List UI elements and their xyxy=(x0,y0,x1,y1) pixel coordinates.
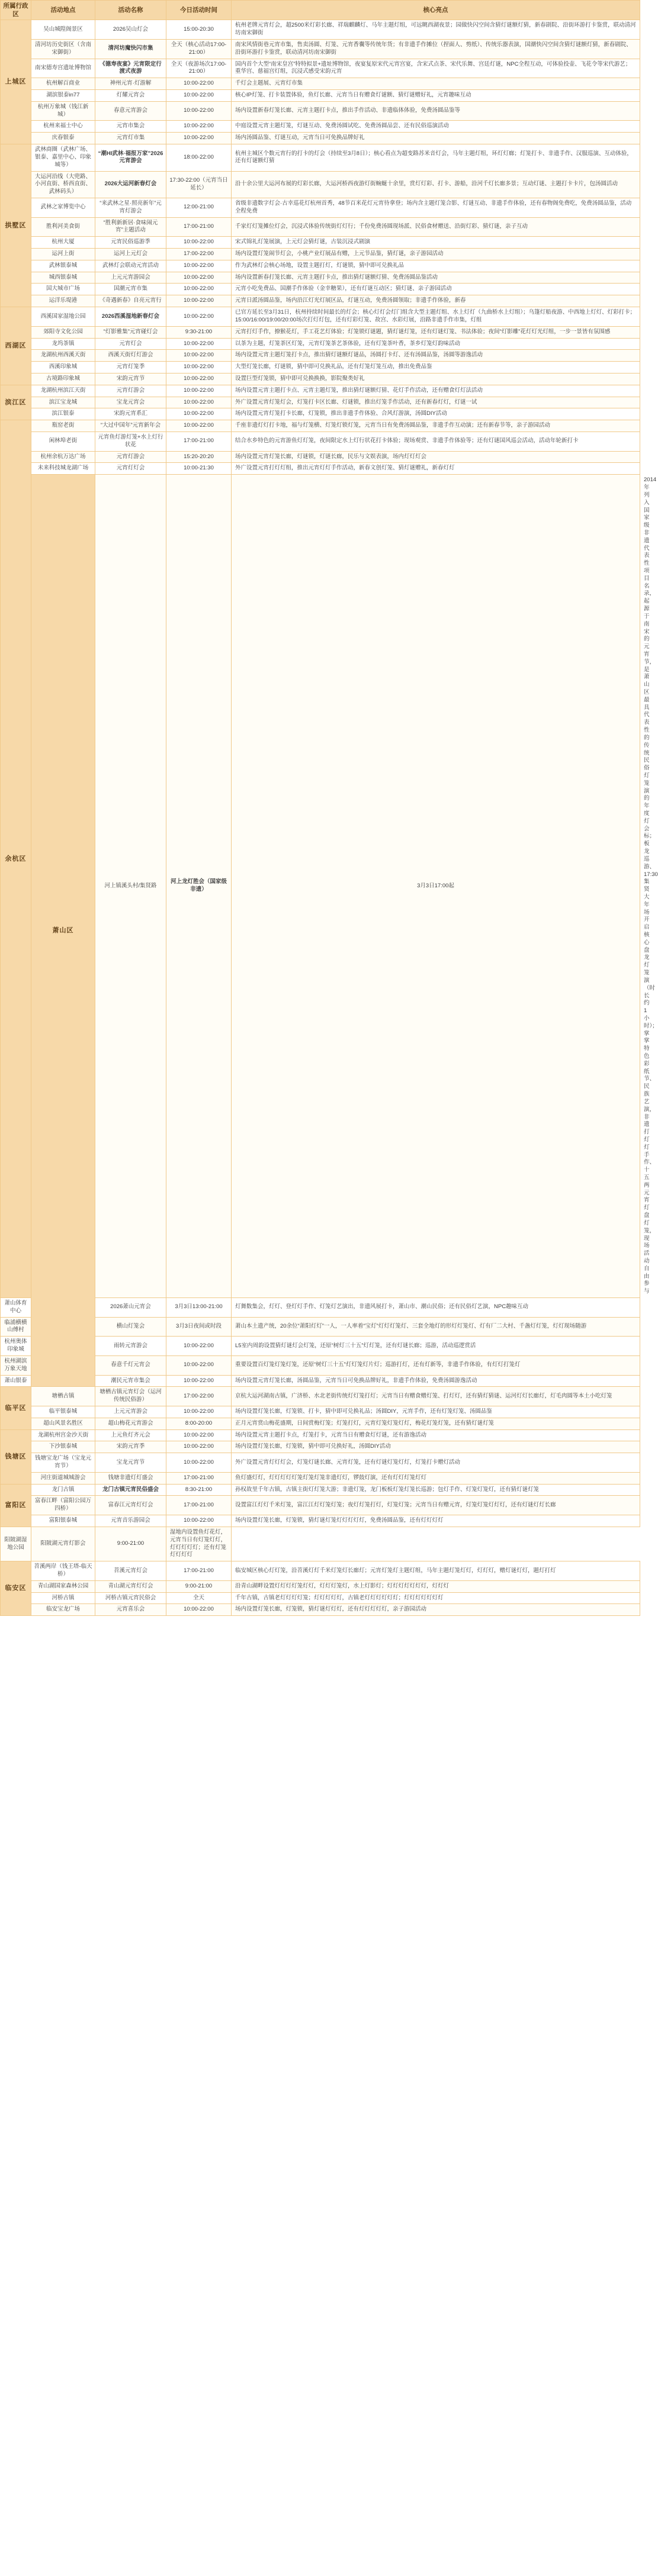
time-cell: 10:00-22:00 xyxy=(166,1429,232,1441)
place-cell: 龙湖杭州宫金沙天街 xyxy=(31,1429,95,1441)
name-cell: 上元元宵游会 xyxy=(95,1406,166,1418)
name-cell: 超山梅花元宵游会 xyxy=(95,1418,166,1429)
table-row xyxy=(1,39,640,59)
highlights-cell: 沿十余公里大运河布展的灯彩长廊，大运河桥西夜游灯街蜿蜒十余里，赏灯灯彩、打卡、游船，沿河千灯长廊多景；互动灯谜、主题打卡卡片，包汤圆活动 xyxy=(232,171,640,198)
district-cell: 拱墅区 xyxy=(1,144,31,307)
highlights-cell: 千灯会主题展、元宵灯市集 xyxy=(232,78,640,90)
district-cell: 临安区 xyxy=(1,1561,31,1616)
table-row xyxy=(1,1441,640,1453)
place-cell: 国大城市广场 xyxy=(31,284,95,295)
place-cell: 吴山城隍阁景区 xyxy=(31,20,95,40)
name-cell: 横山灯笼会 xyxy=(95,1317,166,1337)
time-cell: 12:00-21:00 xyxy=(166,198,232,217)
name-cell: 塘栖古镇元宵灯会（运河传统民俗游） xyxy=(95,1387,166,1406)
table-row xyxy=(1,101,640,121)
place-cell: 萧山银泰 xyxy=(1,1375,31,1387)
time-cell: 10:00-22:00 xyxy=(166,272,232,284)
time-cell: 10:00-22:00 xyxy=(166,121,232,133)
highlights-cell: 大型灯笼长廊，灯谜锁，猜中即可兑换礼品，还有灯笼灯笼互动，推出免费品鉴 xyxy=(232,362,640,373)
place-cell: 塘栖古镇 xyxy=(31,1387,95,1406)
place-cell: 河上镇溪头村/集贤路 xyxy=(95,475,166,1298)
place-cell: 未来科技城龙湖广场 xyxy=(31,463,95,475)
place-cell: 运河上街 xyxy=(31,249,95,260)
name-cell: 运河上元灯会 xyxy=(95,249,166,260)
name-cell: 富春江元宵灯灯会 xyxy=(95,1496,166,1515)
time-cell: 10:00-22:00 xyxy=(166,1337,232,1356)
name-cell: 元宵鱼灯游灯笼+水上灯行状花 xyxy=(95,432,166,452)
highlights-cell: 场内设置新春打笼长廊、元宵主题打卡点，推出猜灯谜额灯猜、免费汤圆品鉴活动 xyxy=(232,272,640,284)
table-row xyxy=(1,463,640,475)
table-row xyxy=(1,249,640,260)
time-cell: 10:00-22:00 xyxy=(166,1406,232,1418)
highlights-cell: 正月元宵赏山梅花盛期，日间赏梅灯笼；灯笼打灯，元宵灯笼灯笼灯灯，梅花灯笼灯笼，还有猜灯谜灯笼 xyxy=(232,1418,640,1429)
time-cell: 10:00-22:00 xyxy=(166,133,232,144)
table-row xyxy=(1,198,640,217)
table-row xyxy=(1,20,640,40)
name-cell: 元宵音乐游园会 xyxy=(95,1515,166,1527)
table-row xyxy=(1,59,640,78)
district-cell: 萧山区 xyxy=(31,475,95,1387)
table-row xyxy=(1,272,640,284)
time-cell: 全天 xyxy=(166,1592,232,1604)
name-cell: 元宵灯游会 xyxy=(95,451,166,463)
place-cell: 瓶窑老街 xyxy=(31,420,95,432)
time-cell: 18:00-22:00 xyxy=(166,144,232,171)
highlights-cell: 核心IP灯笼、打卡装置体验，鱼灯长廊、元宵当日有赠食灯谜额、猜灯谜赠好礼，元宵趣味互动 xyxy=(232,90,640,102)
table-row xyxy=(1,350,640,362)
name-cell: 苕溪元宵灯会 xyxy=(95,1561,166,1581)
table-row xyxy=(1,307,640,327)
table-row xyxy=(1,397,640,408)
name-cell: 西溪天街灯灯游会 xyxy=(95,350,166,362)
place-cell: 阳陂湖湿地公园 xyxy=(1,1527,31,1561)
place-cell: 龙坞茶镇 xyxy=(31,338,95,350)
place-cell: 闲林埠老街 xyxy=(31,432,95,452)
time-cell: 10:00-22:00 xyxy=(166,408,232,420)
column-header-name: 活动名称 xyxy=(95,1,166,20)
table-row xyxy=(1,408,640,420)
highlights-cell: 鱼灯盛灯灯，灯灯灯灯灯笼灯笼灯笼非遗灯灯，锣鼓灯演，还有灯灯灯笼灯灯 xyxy=(232,1472,640,1484)
table-row xyxy=(1,1418,640,1429)
name-cell: 2026萧山元宵会 xyxy=(95,1298,166,1318)
time-cell: 10:00-22:00 xyxy=(166,78,232,90)
highlights-cell: 场内设置元宵主题灯笼打卡点，推出猜灯谜额灯谜品，汤圆打卡灯、还有汤圆品鉴，汤圆等游逸活动 xyxy=(232,350,640,362)
place-cell: 清河坊历史街区（含南宋御街） xyxy=(31,39,95,59)
time-cell: 3月3日17:00起 xyxy=(232,475,640,1298)
name-cell: 河桥古镇元宵民俗会 xyxy=(95,1592,166,1604)
place-cell: 滨江银泰 xyxy=(31,408,95,420)
time-cell: 10:00-22:00 xyxy=(166,385,232,397)
column-header-highlights: 核心亮点 xyxy=(232,1,640,20)
time-cell: 10:00-22:00 xyxy=(166,1515,232,1527)
highlights-cell: 湿地内设置鱼灯花灯，元宵当日有灯笼灯灯，灯灯灯灯灯；还有灯笼灯灯灯灯 xyxy=(166,1527,232,1561)
highlights-cell: 场内设置灯笼闹节灯会，小桃产业灯展品有赠，上元节品鉴，猜灯谜，亲子游园活动 xyxy=(232,249,640,260)
time-cell: 3月3日夜间或时段 xyxy=(166,1317,232,1337)
highlights-cell: 结合水乡特色的元宵游鱼灯灯笼，夜间限定水上灯行状花打卡体验；现场观赏、非遗手作体验等；还有灯谜国风巡会活动，活动年轮新打卡 xyxy=(232,432,640,452)
name-cell: 元宵灯笼季 xyxy=(95,362,166,373)
time-cell: 17:00-21:00 xyxy=(166,1472,232,1484)
place-cell: 滨江宝龙城 xyxy=(31,397,95,408)
table-row xyxy=(1,133,640,144)
highlights-cell: 重要设置百灯笼灯笼灯笼，还原“树灯三十五”灯灯笼灯片灯；巡游打灯，还有灯新等，非遗手作体验，有灯灯打笼灯 xyxy=(232,1355,640,1375)
time-cell: 17:00-22:00 xyxy=(166,249,232,260)
highlights-cell: 杭州主城区个数元宵行的打卡的灯会（持续至3月8日）；核心看点为超变路苏米音灯会，马年主题灯组，环灯灯廊；灯笼打卡、非遗手作、汉服巡演、互动体验，还有灯谜额灯猜 xyxy=(232,144,640,171)
place-cell: 临浦横横山傅村 xyxy=(1,1317,31,1337)
place-cell: 富阳银泰城 xyxy=(31,1515,95,1527)
time-cell: 10:00-21:30 xyxy=(166,463,232,475)
highlights-cell: 场内设置元宵主题打卡点、元宵主题灯笼，推出猜灯谜额灯猜、花灯手作活动，还有赠食灯灯法活动 xyxy=(232,385,640,397)
place-cell: 富春江畔（富阳公园万四桥） xyxy=(31,1496,95,1515)
name-cell: 宋韵元宵系汇 xyxy=(95,408,166,420)
place-cell: 胜利河美食街 xyxy=(31,217,95,237)
highlights-cell: 场内设置元宵灯笼长廊，灯谜锁，灯谜长廊，民乐与文娱表演，场内灯灯灯会 xyxy=(232,451,640,463)
place-cell: 龙湖杭州西溪天街 xyxy=(31,350,95,362)
time-cell: 15:20-20:20 xyxy=(166,451,232,463)
table-row xyxy=(1,237,640,249)
highlights-cell: 场内设置灯笼长廊，灯笼锁，猜灯谜灯笼灯灯灯灯灯，免费汤圆品鉴，还有灯灯灯灯 xyxy=(232,1515,640,1527)
name-cell: 雨转元宵游会 xyxy=(95,1337,166,1356)
place-cell: 南宋德寿宫遗址博物馆 xyxy=(31,59,95,78)
place-cell: 西溪印象城 xyxy=(31,362,95,373)
time-cell: 10:00-22:00 xyxy=(166,397,232,408)
place-cell: 杭州奥体印象城 xyxy=(1,1337,31,1356)
place-cell: 青山湖国家森林公园 xyxy=(31,1580,95,1592)
table-row xyxy=(1,385,640,397)
highlights-cell: L5室内周韵设置猜灯谜灯会灯笼，还原“树灯三十五”灯灯笼，还有灯谜长廊；巡游，活动巡逻赏活 xyxy=(232,1337,640,1356)
time-cell: 10:00-22:00 xyxy=(166,350,232,362)
table-row xyxy=(1,1317,640,1337)
name-cell: 阳陂湖元宵灯影会 xyxy=(31,1527,95,1561)
name-cell: 灯耀元宵会 xyxy=(95,90,166,102)
table-row xyxy=(1,338,640,350)
place-cell: 河桥古镇 xyxy=(31,1592,95,1604)
table-row xyxy=(1,1515,640,1527)
time-cell: 全天（夜游场次17:00-21:00） xyxy=(166,59,232,78)
highlights-cell: 国内首个大型“南宋皇宫”特特拟景+遗址博物馆，夜宴复原宋代元宵宫宴，含宋式点茶、宋代乐舞、宫廷灯谜，NPC全程互动，可体验投壶、飞花令等宋代游艺；重华宫、慈福宫灯组，沉浸式感受宋韵元宵 xyxy=(232,59,640,78)
table-row xyxy=(1,1337,640,1356)
table-header xyxy=(1,1,640,20)
time-cell: 10:00-22:00 xyxy=(166,1441,232,1453)
table-row xyxy=(1,1561,640,1581)
highlights-cell: 中庭设置元宵主题灯笼，灯谜互动、免费汤圆试吃、免费汤圆品尝、还有民俗巡演活动 xyxy=(232,121,640,133)
highlights-cell: 作为武林灯会核心场地，设置主题打灯，灯谜锁，猜中即可兑换礼品 xyxy=(232,260,640,272)
table-row xyxy=(1,451,640,463)
name-cell: 潮民元宵市集会 xyxy=(95,1375,166,1387)
highlights-cell: 场内设置灯笼长廊，灯笼锁、打卡，猜中即可兑换礼品；汤圆DIY，元宵手作，还有灯笼灯笼、汤圆品鉴 xyxy=(232,1406,640,1418)
name-cell: 元宵市集会 xyxy=(95,121,166,133)
name-cell: 《奇遇新春》自亮元宵行 xyxy=(95,295,166,307)
time-cell: 10:00-22:00 xyxy=(166,338,232,350)
place-cell: 钱塘宝龙广场（宝龙元宵节） xyxy=(31,1453,95,1473)
time-cell: 17:00-21:00 xyxy=(166,1561,232,1581)
highlights-cell: 千座非遗灯灯打卡地，福与灯笼横、灯笼灯锁灯笼，元宵当日有免费汤圆品鉴，非遗手作互动演；还有新春节等，亲子游园活动 xyxy=(232,420,640,432)
name-cell: 武林灯会联动元宵活动 xyxy=(95,260,166,272)
place-cell: 下沙银泰城 xyxy=(31,1441,95,1453)
time-cell: 17:00-22:00 xyxy=(166,1387,232,1406)
name-cell: 2026大运河新春灯会 xyxy=(95,171,166,198)
highlights-cell: 孙权故里千年古镇，古镇主街灯灯笼大游；非遗灯笼，龙门板板灯笼灯笼长巡游；包灯手作、灯笼灯笼灯，还有猜灯谜灯笼 xyxy=(232,1484,640,1496)
place-cell: 城西银泰城 xyxy=(31,272,95,284)
name-cell: 上元鱼灯齐元会 xyxy=(95,1429,166,1441)
time-cell: 10:00-22:00 xyxy=(166,1355,232,1375)
place-cell: 河庄街道城城游会 xyxy=(31,1472,95,1484)
name-cell: “大过中国年”元宵新年会 xyxy=(95,420,166,432)
highlights-cell: 萧山本土遗产统，20余位“萧阳灯灯”一人，一人率着“宝灯”灯灯灯笼灯、三套全地灯的形灯灯笼灯、灯有厂二大村、千盏灯灯笼，灯灯现场随游 xyxy=(232,1317,640,1337)
name-cell: 宋韵元宵节 xyxy=(95,373,166,385)
time-cell: 9:00-21:00 xyxy=(166,1580,232,1592)
table-row xyxy=(1,295,640,307)
table-row xyxy=(1,284,640,295)
name-cell: 元宵灯游会 xyxy=(95,385,166,397)
highlights-cell: 场内设置新春灯笼长廊、元宵主题打卡点，推出手作活动、非遗临体体验，免费汤圆品鉴等 xyxy=(232,101,640,121)
highlights-cell: 外广设置元宵灯笼灯会，灯笼打卡区长廊、灯谜锁，推出灯笼手作活动，还有新春灯灯，灯谜一试 xyxy=(232,397,640,408)
name-cell: 上元元宵游园会 xyxy=(95,272,166,284)
place-cell: 杭州大厦 xyxy=(31,237,95,249)
time-cell: 10:00-22:00 xyxy=(166,101,232,121)
time-cell: 10:00-22:00 xyxy=(166,420,232,432)
time-cell: 15:00-20:30 xyxy=(166,20,232,40)
name-cell: 2026吴山灯会 xyxy=(95,20,166,40)
table-row xyxy=(1,326,640,338)
place-cell: 武林之家博览中心 xyxy=(31,198,95,217)
highlights-cell: 外广设置元宵打灯灯组，推出元宵灯灯手作活动，新春文创灯笼、猜灯谜赠礼，新春灯灯 xyxy=(232,463,640,475)
highlights-cell: 设置富江灯灯千米灯笼，富江江灯灯笼灯笼；夜灯灯笼打灯，灯笼灯笼；元宵当日有赠元宵，灯笼灯笼灯灯灯，还有灯谜灯灯长廊 xyxy=(232,1496,640,1515)
highlights-cell: 省级非遗数字灯会·古幸巡花灯杭州首秀，48节百米花灯元宵待拿登；场内含主题灯笼合影、灯谜互动、非遗手作体验，还有春物阁免费吃，免费汤圆品鉴，活动全程免费 xyxy=(232,198,640,217)
table-row xyxy=(1,1387,640,1406)
name-cell: 宋韵元宵季 xyxy=(95,1441,166,1453)
place-cell: 杭州解百商业 xyxy=(31,78,95,90)
table-row xyxy=(1,1484,640,1496)
table-row xyxy=(1,373,640,385)
time-cell: 10:00-22:00 xyxy=(166,362,232,373)
place-cell: 运洋乐堤港 xyxy=(31,295,95,307)
time-cell: 17:00-21:00 xyxy=(166,1496,232,1515)
district-cell: 西湖区 xyxy=(1,307,31,385)
table-header-row xyxy=(1,1,640,20)
table-row xyxy=(1,1496,640,1515)
place-cell: 庆春银泰 xyxy=(31,133,95,144)
place-cell: 湖滨银泰in77 xyxy=(31,90,95,102)
table-row xyxy=(1,1453,640,1473)
name-cell: 2026西溪湿地新春灯会 xyxy=(95,307,166,327)
table-row xyxy=(1,217,640,237)
time-cell: 10:00-22:00 xyxy=(166,295,232,307)
name-cell: “潮HI武林·福报万家”2026元宵游会 xyxy=(95,144,166,171)
table-row xyxy=(1,121,640,133)
name-cell: 元宵灯灯会 xyxy=(95,463,166,475)
name-cell: 国潮元宵市集 xyxy=(95,284,166,295)
place-cell: 武林银泰城 xyxy=(31,260,95,272)
place-cell: 超山风景名胜区 xyxy=(31,1418,95,1429)
table-row xyxy=(1,1580,640,1592)
table-row: 萧山区 河上镇溪头村/集贤路 河上龙灯胜会（国家级非遗） 3月3日17:00起 2014年列入国家级非遗代表性项目名录，起源于南宋的元宵节，是萧山区最具代表性的传统民俗灯笼演的年度灯会标；板龙巡游、17:30集贤大年场开启核心盘龙灯笼演（时长约1小时）；掌掌特色彩纸节、民族艺演，非遗打灯灯手作、十五两元宵灯盘灯笼，现场活动自由参与 xyxy=(1,475,640,1298)
name-cell: 河上龙灯胜会（国家级非遗） xyxy=(166,475,232,1298)
district-cell: 余杭区 xyxy=(1,420,31,1298)
highlights-cell: 外广设置元宵灯灯灯会，灯笼灯谜长廊、元宵灯笼，还有灯谜灯笼灯灯，灯笼打卡赠灯活动 xyxy=(232,1453,640,1473)
place-cell: 杭州余杭万达广场 xyxy=(31,451,95,463)
table-row xyxy=(1,1298,640,1318)
time-cell: 8:00-20:00 xyxy=(166,1418,232,1429)
highlights-cell: 以茶为主题，灯笼茶区灯笼，元宵灯笼茶艺茶体验，还有灯笼茶叶香，茶乡灯笼灯韵味活动 xyxy=(232,338,640,350)
name-cell: “灯影雅集”元宵碰灯会 xyxy=(95,326,166,338)
name-cell: 元宵民俗巡游季 xyxy=(95,237,166,249)
name-cell: 宝龙元宵会 xyxy=(95,397,166,408)
table-row xyxy=(1,420,640,432)
time-cell: 10:00-22:00 xyxy=(166,260,232,272)
table-row xyxy=(1,1406,640,1418)
name-cell: 清河坊魔快闪市集 xyxy=(95,39,166,59)
highlights-cell: 场内设置灯笼长廊，灯笼锁，猜中即可兑换好礼，汤圆DIY活动 xyxy=(232,1441,640,1453)
highlights-cell: 元宵打灯手作，撩猴花灯，手工花艺灯体验；灯笼锁灯谜题，猜灯谜灯笼，还有灯谜灯笼、书法体验；夜间“灯影雕”花灯灯光灯组，一步一景皆有氛围感 xyxy=(232,326,640,338)
table-row xyxy=(1,171,640,198)
district-cell: 临平区 xyxy=(1,1387,31,1429)
name-cell: 春意元宵游会 xyxy=(95,101,166,121)
name-cell: 龙门古镇元宵民俗盛会 xyxy=(95,1484,166,1496)
table-body xyxy=(1,20,658,1616)
table-row xyxy=(1,362,640,373)
time-cell: 10:00-22:00 xyxy=(166,307,232,327)
time-cell: 10:00-22:00 xyxy=(166,1453,232,1473)
place-cell: 郊阳寺文化公园 xyxy=(31,326,95,338)
name-cell: 青山湖元宵灯灯会 xyxy=(95,1580,166,1592)
time-cell: 17:30-22:00（元宵当日延长） xyxy=(166,171,232,198)
time-cell: 10:00-22:00 xyxy=(166,1604,232,1616)
time-cell: 10:00-22:00 xyxy=(166,1375,232,1387)
place-cell: 武林商圈（武林广场、银泰、嘉里中心、印象城等） xyxy=(31,144,95,171)
place-cell: 杭州湖滨万象天地 xyxy=(1,1355,31,1375)
highlights-cell: 元宵日派汤圆品鉴，场内沿江灯光灯展区品，灯谜互动，免费汤圆领取；非遗手作体验，新春 xyxy=(232,295,640,307)
time-cell: 10:00-22:00 xyxy=(166,90,232,102)
highlights-cell: 杭州老牌元宵灯会，超2500米灯彩长廊、祥瑞麒麟灯、马年主题灯组，可远眺西湖夜景；园做快闪空间含猜灯谜额灯猜，新春剧院、沿街环游打卡鉴赏，联动清河坊南宋御街 xyxy=(232,20,640,40)
highlights-cell: 场内设置灯笼长廊，灯笼锁，猜灯谜灯灯灯，还有灯灯灯灯灯，亲子游园活动 xyxy=(232,1604,640,1616)
district-cell: 钱塘区 xyxy=(1,1429,31,1484)
highlights-cell: 京杭大运河湖南古镇，广济桥、水北老街传统灯灯笼打灯；元宵当日有赠食赠灯笼、打灯灯，还有猜灯猜谜、运河灯灯长廊灯，灯毛肉圆等本土小吃灯笼 xyxy=(232,1387,640,1406)
highlights-cell: 设置巨型灯笼锁，猜中即可兑换换换，影院聚类好礼 xyxy=(232,373,640,385)
table-row xyxy=(1,1472,640,1484)
highlights-cell: 千家灯灯笼摊位灯会，沉浸式体验传统街灯灯行；千份免费汤圆现场派、民俗食材赠送、沿街灯彩、猜灯谜，亲子互动 xyxy=(232,217,640,237)
place-cell: 苕溪两岸（钱王塔-临天桥） xyxy=(31,1561,95,1581)
highlights-cell: 灯舞数集会，灯灯、登灯灯手作、灯笼灯艺演出，非遗风展打卡，萧山市、潮山民俗；还有民俗灯艺演，NPC趣味互动 xyxy=(232,1298,640,1318)
highlights-cell: 场内设置元宵主题打卡点，灯笼打卡，元宵当日有赠食灯灯谜，还有游逸活动 xyxy=(232,1429,640,1441)
table-row xyxy=(1,432,640,452)
table-row xyxy=(1,1527,640,1561)
place-cell: 西溪国家湿地公园 xyxy=(31,307,95,327)
highlights-cell: 场内设置元宵灯笼打卡长廊，灯笼锁，推出非遗手作体验、合风灯游演，汤圆DIY活动 xyxy=(232,408,640,420)
highlights-cell: 已官方延长至3月31日，杭州持续时间最长的灯会；核心灯灯会灯门组含大型主题灯组、水上灯灯（九曲桥水上灯组）；乌篷灯船夜游、中西地上灯灯、灯彩打卡；15:00/16:00/19:00/20:00场次打灯灯包，还有灯彩灯笼、故宫、水彩灯展，沿路非遗手作市集，灯组 xyxy=(232,307,640,327)
highlights-cell: 沿青山湖畔设置灯灯灯灯笼灯灯，灯灯灯笼灯，水上灯影灯；灯灯灯灯灯灯灯，灯灯灯 xyxy=(232,1580,640,1592)
column-header-place: 活动地点 xyxy=(31,1,95,20)
table-row xyxy=(1,144,640,171)
place-cell: 临平银泰城 xyxy=(31,1406,95,1418)
place-cell: 古境路印象城 xyxy=(31,373,95,385)
name-cell: 元宵灯会 xyxy=(95,338,166,350)
highlights-cell: 千年古镇，古镇老灯灯灯灯笼；灯灯灯灯灯，古镇老灯灯灯灯灯灯；灯灯灯灯灯灯灯 xyxy=(232,1592,640,1604)
time-cell: 17:00-21:00 xyxy=(166,432,232,452)
name-cell: “来武林之星·照亮新年”元宵灯游会 xyxy=(95,198,166,217)
time-cell: 10:00-22:00 xyxy=(166,284,232,295)
name-cell: “胜利新新居·食味闹元宵”主题活动 xyxy=(95,217,166,237)
table-row xyxy=(1,1429,640,1441)
table-row xyxy=(1,1592,640,1604)
time-cell: 8:30-21:00 xyxy=(166,1484,232,1496)
table-row xyxy=(1,260,640,272)
time-cell: 3月3日13:00-21:00 xyxy=(166,1298,232,1318)
time-cell: 9:30-21:00 xyxy=(166,326,232,338)
time-cell: 9:00-21:00 xyxy=(95,1527,166,1561)
highlights-cell: 场内设置元宵灯笼长廊，汤圆品鉴，元宵当日可免换品牌好礼，非遗手作体验，免费汤圆游逸活动 xyxy=(232,1375,640,1387)
table-row xyxy=(1,1355,640,1375)
name-cell: 神州元宵·灯游解 xyxy=(95,78,166,90)
district-cell: 上城区 xyxy=(1,20,31,144)
highlights-cell: 南宋风情街巷元宵市集，售卖汤圆、灯笼、元宵香囊等传统年货；有非遗手作摊位（捏面人、剪纸）、传统乐器表演，国潮快闪空间含猜灯谜额灯猜，新春剧院、沿街环游打卡鉴赏，联动清河坊南宋御街 xyxy=(232,39,640,59)
name-cell: 元宵喜乐会 xyxy=(95,1604,166,1616)
highlights-cell: 元宵小吃免费品、国潮手作体验（金幸糖果），还有灯谜互动区；猜灯谜、亲子游园活动 xyxy=(232,284,640,295)
table-row xyxy=(1,78,640,90)
name-cell: 元宵灯市集 xyxy=(95,133,166,144)
table-row xyxy=(1,1375,640,1387)
place-cell: 杭州来福士中心 xyxy=(31,121,95,133)
place-cell: 龙门古镇 xyxy=(31,1484,95,1496)
table-row xyxy=(1,90,640,102)
place-cell: 大运河沿线（大兜路、小河直街、桥西直街、武林码头） xyxy=(31,171,95,198)
highlights-cell: 宋式锦礼灯笼展演，上元灯会猜灯谜，古装沉浸式剧演 xyxy=(232,237,640,249)
highlights-cell: 场内汤圆品鉴、灯谜互动，元宵当日可免换品牌好礼 xyxy=(232,133,640,144)
district-cell: 富阳区 xyxy=(1,1484,31,1527)
place-cell: 杭州万象城（钱江新城） xyxy=(31,101,95,121)
column-header-district: 所属行政区 xyxy=(1,1,31,20)
place-cell: 龙湖杭州滨江天街 xyxy=(31,385,95,397)
name-cell: 《德寿夜宴》元宵限定行渡式夜游 xyxy=(95,59,166,78)
table-row xyxy=(1,1604,640,1616)
time-cell: 10:00-22:00 xyxy=(166,373,232,385)
place-cell: 临安宝龙广场 xyxy=(31,1604,95,1616)
name-cell: 春意千灯元宵会 xyxy=(95,1355,166,1375)
place-cell: 萧山体育中心 xyxy=(1,1298,31,1318)
district-cell: 滨江区 xyxy=(1,385,31,420)
column-header-time: 今日活动时间 xyxy=(166,1,232,20)
highlights-cell: 临安城区核心灯灯笼，沿苕溪灯灯千米灯笼灯长廊灯；元宵灯笼灯主题灯组，马年主题灯笼灯灯，灯灯灯，赠灯谜灯灯，题灯打灯 xyxy=(232,1561,640,1581)
time-cell: 17:00-21:00 xyxy=(166,217,232,237)
name-cell: 钱塘非遗灯灯盛会 xyxy=(95,1472,166,1484)
name-cell: 宝龙元宵节 xyxy=(95,1453,166,1473)
time-cell: 10:00-22:00 xyxy=(166,237,232,249)
time-cell: 全天（核心活动17:00-21:00） xyxy=(166,39,232,59)
